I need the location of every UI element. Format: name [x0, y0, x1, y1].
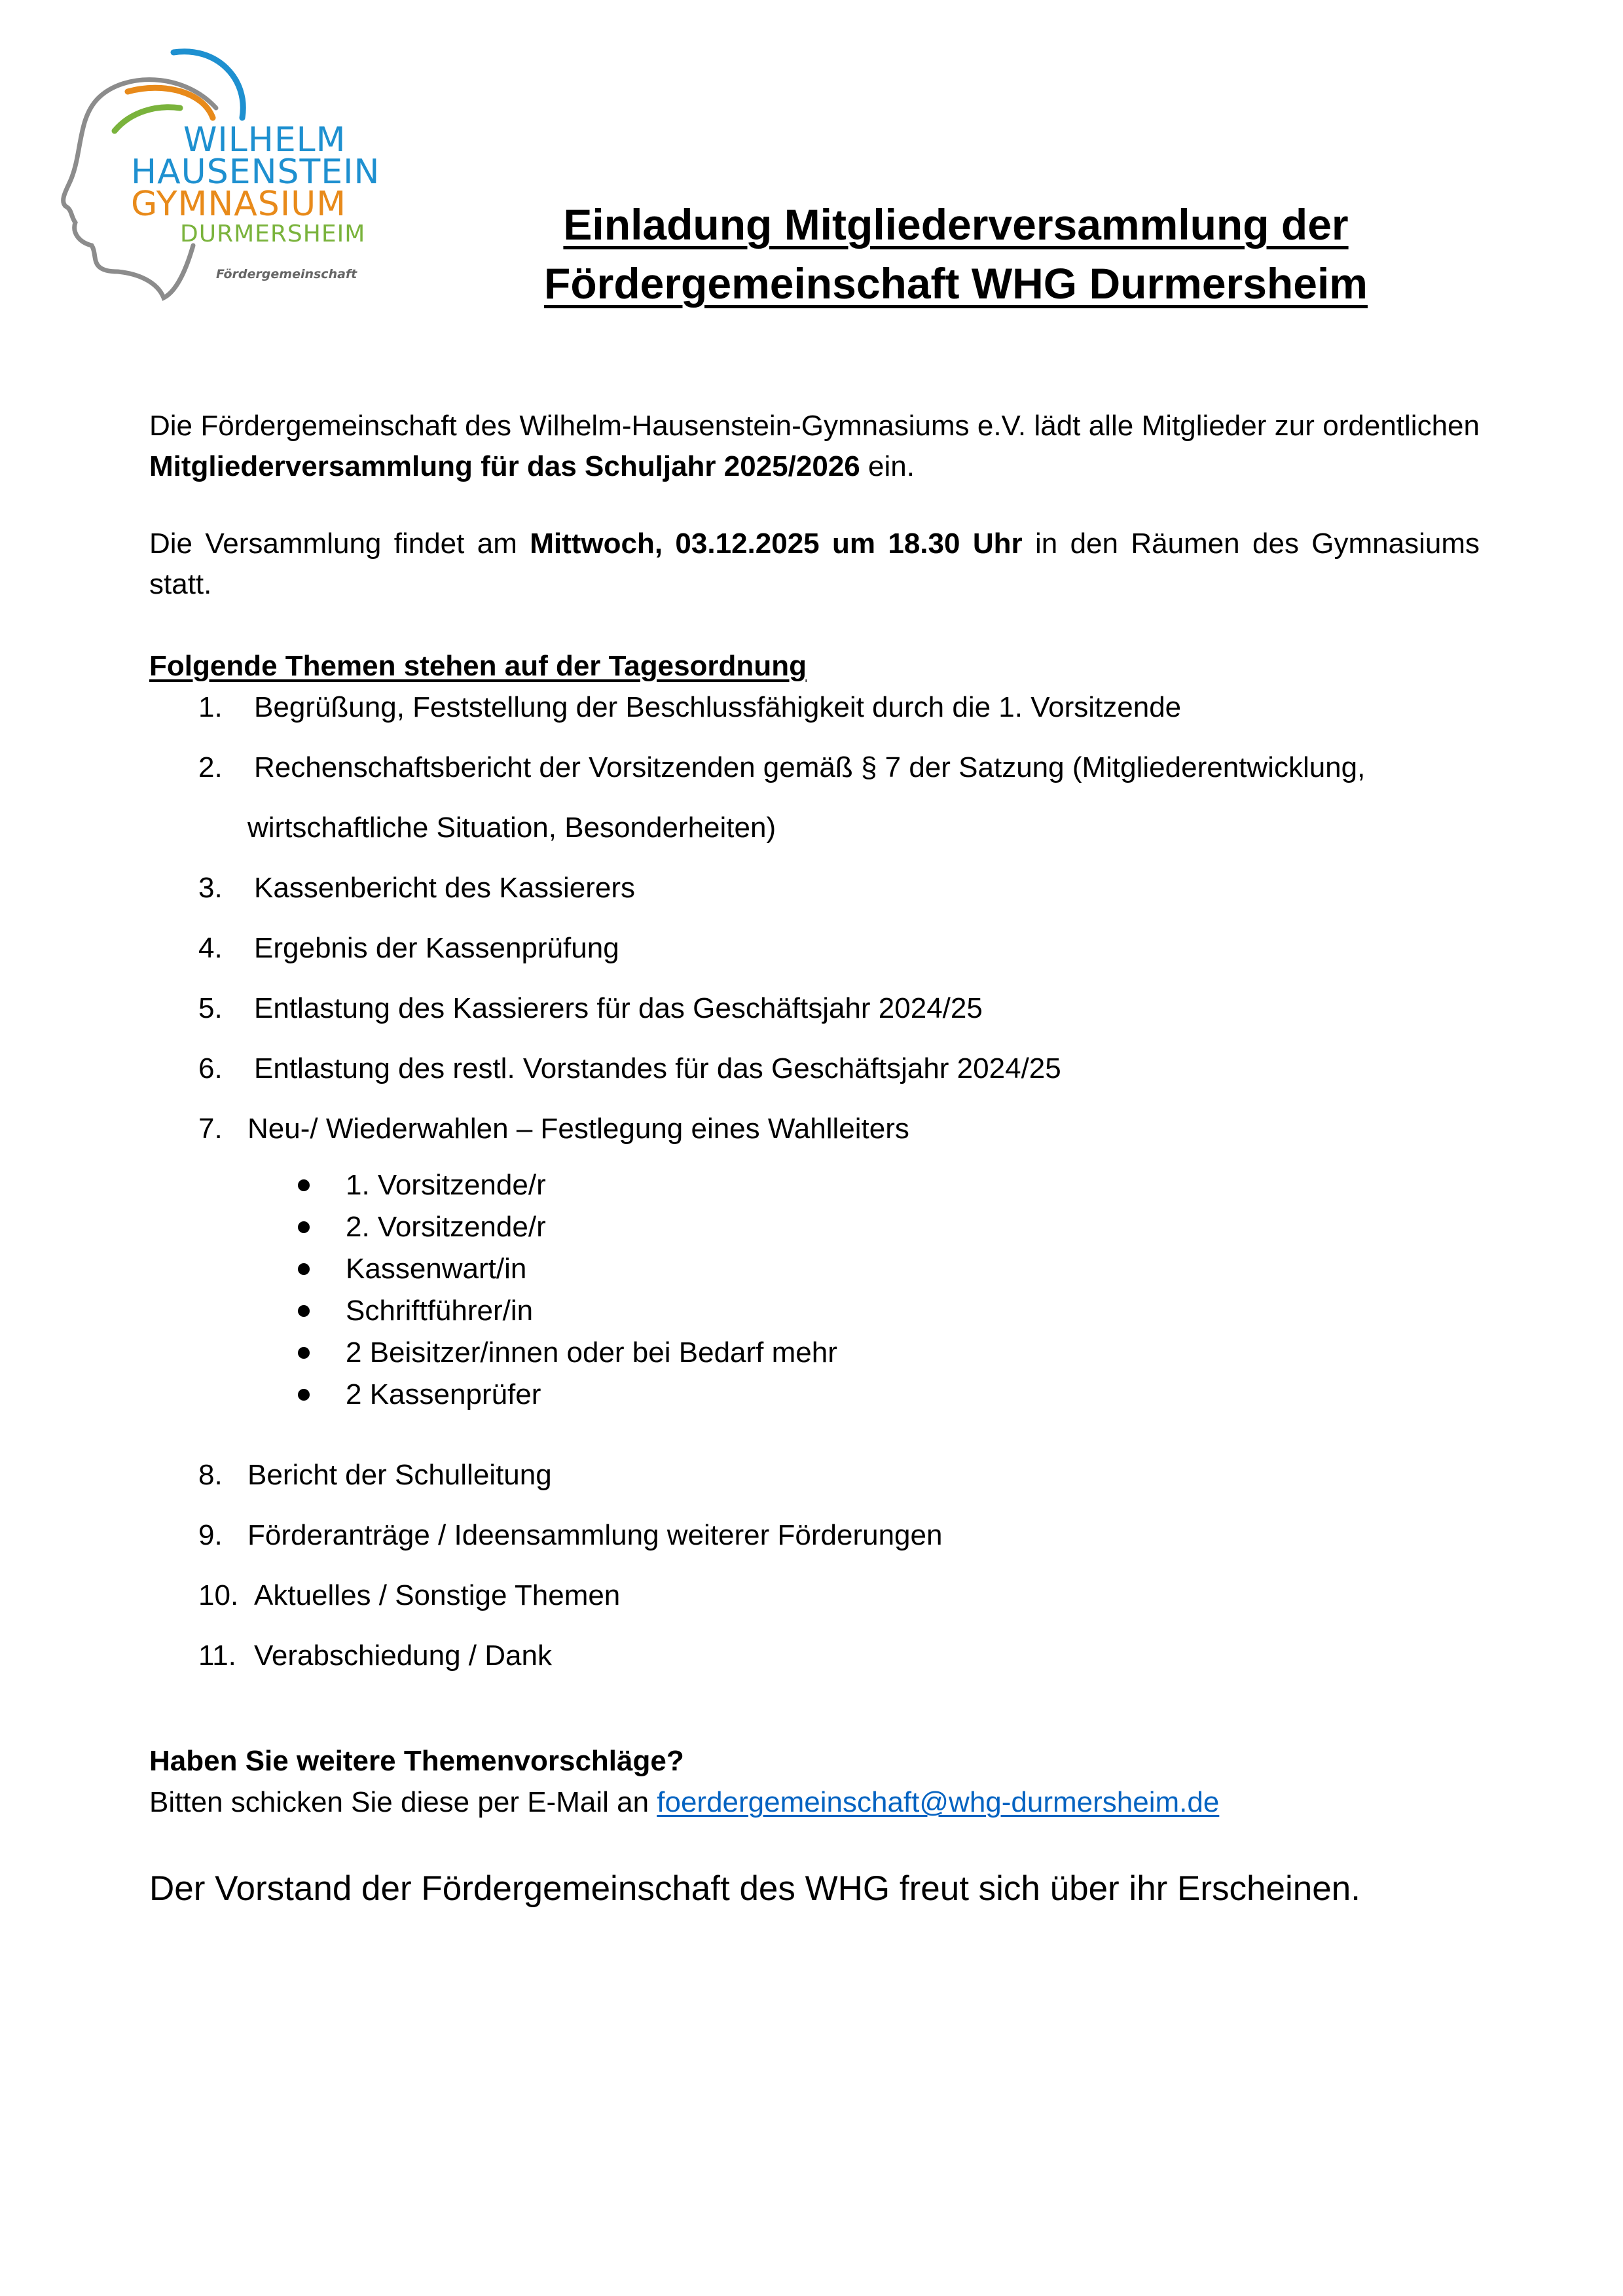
election-position: Schriftführer/in — [346, 1295, 534, 1327]
agenda-item-number: 8. — [198, 1459, 223, 1491]
agenda-item-text: Verabschiedung / Dank — [254, 1640, 552, 1672]
agenda-item-text: Ergebnis der Kassenprüfung — [254, 932, 619, 964]
meeting-date-paragraph — [149, 524, 1480, 605]
meeting-datetime: Mittwoch, 03.12.2025 um 18.30 Uhr — [530, 528, 1023, 560]
agenda-item-number: 3. — [198, 872, 223, 904]
bullet-icon — [298, 1347, 310, 1359]
agenda-item-text: Rechenschaftsbericht der Vorsitzenden gemäß § 7 der Satzung (Mitgliederentwicklung, — [254, 751, 1366, 783]
intro-paragraph — [149, 406, 1480, 487]
logo-subtitle: Fördergemeinschaft — [216, 267, 357, 281]
agenda-item-text: Neu-/ Wiederwahlen – Festlegung eines Wahlleiters — [247, 1113, 909, 1145]
meeting-text-end: in den Räumen des Gymnasiums statt. — [149, 528, 1480, 600]
agenda-item-text: Entlastung des restl. Vorstandes für das Geschäftsjahr 2024/25 — [254, 1052, 1061, 1085]
agenda-item-text: wirtschaftliche Situation, Besonderheiten) — [247, 812, 776, 844]
election-position: 2. Vorsitzende/r — [346, 1211, 546, 1243]
agenda-item-number: 10. — [198, 1579, 239, 1611]
election-position: 2 Beisitzer/innen oder bei Bedarf mehr — [346, 1336, 837, 1369]
agenda-item-number: 4. — [198, 932, 223, 964]
bullet-icon — [298, 1179, 310, 1191]
agenda-item-number: 11. — [198, 1640, 236, 1672]
agenda-item-number: 9. — [198, 1519, 223, 1551]
agenda-item-text: Kassenbericht des Kassierers — [254, 872, 636, 904]
agenda-item-text: Bericht der Schulleitung — [247, 1459, 552, 1491]
intro-text-end: ein. — [860, 450, 915, 482]
agenda-item-number: 7. — [198, 1113, 223, 1145]
bullet-icon — [298, 1221, 310, 1233]
school-logo — [52, 46, 393, 314]
intro-text: Die Fördergemeinschaft des Wilhelm-Hausenstein-Gymnasiums e.V. lädt alle Mitglieder zur ordentlichen — [149, 410, 1480, 442]
agenda-item-text: Förderanträge / Ideensammlung weiterer Förderungen — [247, 1519, 943, 1551]
intro-bold-text: Mitgliederversammlung für das Schuljahr 2025/2026 — [149, 450, 860, 482]
logo-text-hausenstein: HAUSENSTEIN — [131, 152, 380, 192]
agenda-item-number: 1. — [198, 691, 223, 723]
email-link[interactable]: foerdergemeinschaft@whg-durmersheim.de — [657, 1786, 1220, 1818]
agenda-heading: Folgende Themen stehen auf der Tagesordnung — [149, 650, 807, 682]
election-position: 1. Vorsitzende/r — [346, 1169, 546, 1201]
agenda-item-text: Begrüßung, Feststellung der Beschlussfähigkeit durch die 1. Vorsitzende — [254, 691, 1182, 723]
election-position: 2 Kassenprüfer — [346, 1378, 541, 1410]
agenda-item-number: 5. — [198, 992, 223, 1024]
closing-statement: Der Vorstand der Fördergemeinschaft des WHG freut sich über ihr Erscheinen. — [149, 1869, 1360, 1908]
logo-text-durmersheim: DURMERSHEIM — [180, 221, 366, 247]
agenda-item-text: Aktuelles / Sonstige Themen — [254, 1579, 621, 1611]
suggestions-instruction: Bitten schicken Sie diese per E-Mail an — [149, 1786, 657, 1818]
election-position: Kassenwart/in — [346, 1253, 527, 1285]
page-title-line-1: Einladung Mitgliederversammlung der — [563, 200, 1349, 249]
logo-text-wilhelm: WILHELM — [183, 120, 346, 160]
bullet-icon — [298, 1389, 310, 1401]
logo-text-gymnasium: GYMNASIUM — [131, 185, 347, 224]
agenda-item-number: 2. — [198, 751, 223, 783]
bullet-icon — [298, 1305, 310, 1317]
suggestions-text — [149, 1785, 1219, 1820]
agenda-item-text: Entlastung des Kassierers für das Geschäftsjahr 2024/25 — [254, 992, 983, 1024]
meeting-text: Die Versammlung findet am — [149, 528, 530, 560]
page-title-line-2: Fördergemeinschaft WHG Durmersheim — [544, 259, 1368, 308]
agenda-item-number: 6. — [198, 1052, 223, 1085]
bullet-icon — [298, 1263, 310, 1275]
suggestions-heading: Haben Sie weitere Themenvorschläge? — [149, 1745, 684, 1777]
